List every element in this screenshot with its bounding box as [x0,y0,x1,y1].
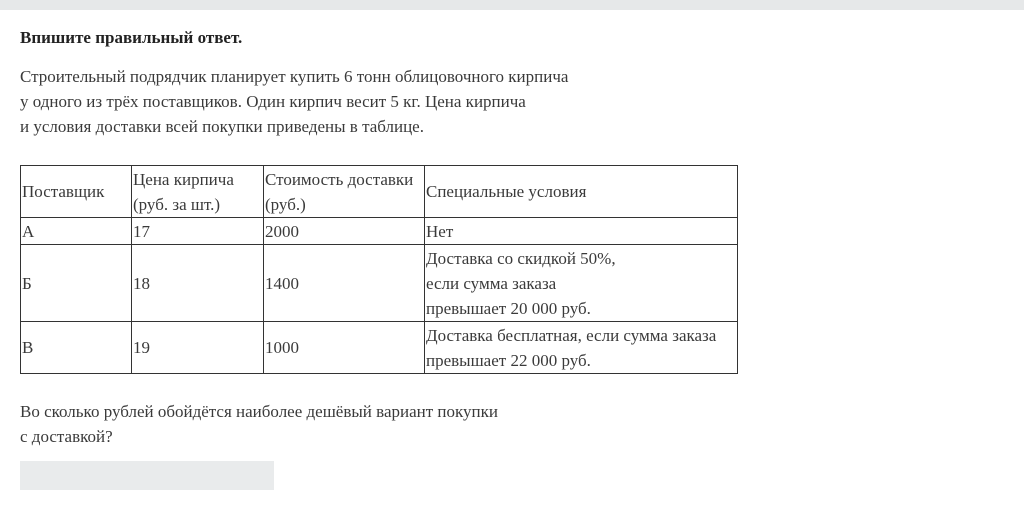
cell-supplier: Б [21,245,132,322]
cell-supplier: А [21,218,132,245]
cell-conditions: Нет [425,218,738,245]
table-row [21,245,738,322]
table-row [21,322,738,374]
cell-delivery: 1000 [264,322,425,374]
header-special-conditions: Специальные условия [425,166,738,218]
problem-line: и условия доставки всей покупки приведены в таблице. [20,117,424,136]
suppliers-table [20,165,738,374]
problem-line: у одного из трёх поставщиков. Один кирпич весит 5 кг. Цена кирпича [20,92,526,111]
table-row [21,218,738,245]
problem-text [20,64,568,139]
question-text [20,399,498,449]
task-instruction: Впишите правильный ответ. [20,28,243,47]
cell-price: 18 [132,245,264,322]
cell-conditions: Доставка бесплатная, если сумма заказа превышает 22 000 руб. [425,322,738,374]
cell-conditions: Доставка со скидкой 50%, если сумма заказа превышает 20 000 руб. [425,245,738,322]
header-brick-price: Цена кирпича (руб. за шт.) [132,166,264,218]
answer-input[interactable] [20,461,274,490]
problem-line: Строительный подрядчик планирует купить 6 тонн облицовочного кирпича [20,67,569,86]
question-line: Во сколько рублей обойдётся наиболее дешёвый вариант покупки [20,402,498,421]
cell-supplier: В [21,322,132,374]
table-header-row [21,166,738,218]
question-line: с доставкой? [20,427,113,446]
top-bar [0,0,1024,10]
header-delivery-cost: Стоимость доставки (руб.) [264,166,425,218]
header-supplier: Поставщик [21,166,132,218]
cell-price: 17 [132,218,264,245]
cell-delivery: 2000 [264,218,425,245]
cell-price: 19 [132,322,264,374]
cell-delivery: 1400 [264,245,425,322]
